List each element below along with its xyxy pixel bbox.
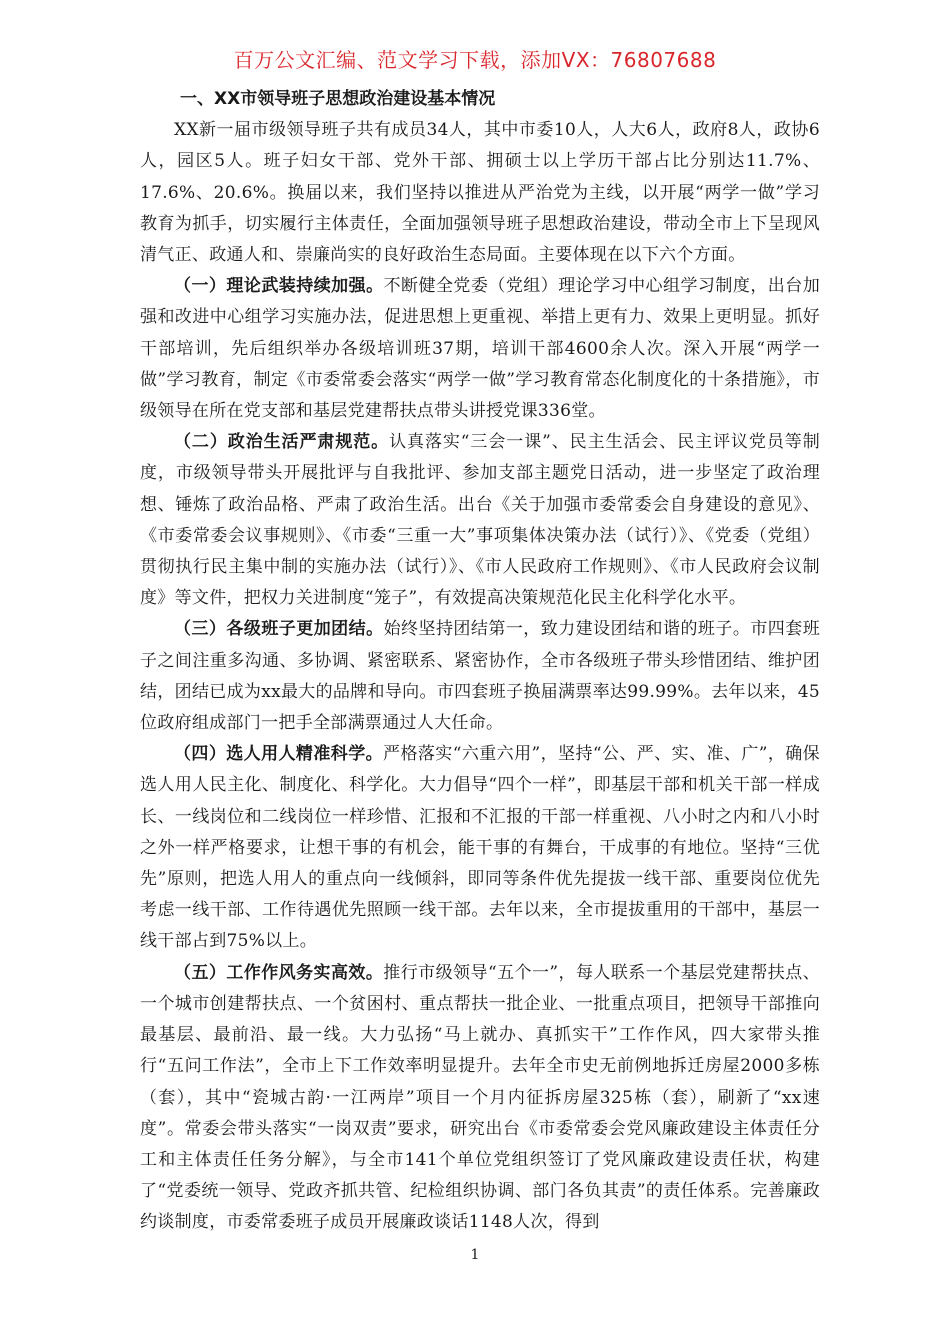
subsection-title-1: （一）理论武装持续加强。 [174,276,384,297]
section-paragraph-4 [140,739,820,957]
promo-banner: 百万公文汇编、范文学习下载，添加VX：76807688 [233,48,717,72]
section-heading: 一、XX市领导班子思想政治建设基本情况 [180,89,496,109]
section-paragraph-3 [140,614,820,739]
subsection-text-1: 不断健全党委（党组）理论学习中心组学习制度，出台加强和改进中心组学习实施办法，促进思想上更重视、举措上更有力、效果上更明显。抓好干部培训，先后组织举办各级培训班37期，培训干部4600余人次。深入开展“两学一做”学习教育，制定《市委常委会落实“两学一做”学习教育常态化制度化的十条措施》，市级领导在所在党支部和基层党建帮扶点带头讲授党课336堂。 [140,276,821,422]
subsection-title-3: （三）各级班子更加团结。 [174,619,384,640]
subsection-text-5: 推行市级领导“五个一”，每人联系一个基层党建帮扶点、一个城市创建帮扶点、一个贫困村、重点帮扶一批企业、一批重点项目，把领导干部推向最基层、最前沿、最一线。大力弘扬“马上就办、真抓实干”工作作风，四大家带头推行“五问工作法”，全市上下工作效率明显提升。去年全市史无前例地拆迁房屋2000多栋（套），其中“瓷城古韵·一江两岸”项目一个月内征拆房屋325栋（套），刷新了“xx速度”。常委会带头落实“一岗双责”要求，研究出台《市委常委会党风廉政建设主体责任分工和主体责任任务分解》，与全市141个单位党组织签订了党风廉政建设责任状，构建了“党委统一领导、党政齐抓共管、纪检组织协调、部门各负其责”的责任体系。完善廉政约谈制度，市委常委班子成员开展廉政谈话1148人次，得到 [140,962,820,1233]
section-paragraph-2 [140,427,820,614]
subsection-title-4: （四）选人用人精准科学。 [174,744,384,765]
subsection-text-3: 始终坚持团结第一，致力建设团结和谐的班子。市四套班子之间注重多沟通、多协调、紧密联系、紧密协作，全市各级班子带头珍惜团结、维护团结，团结已成为xx最大的品牌和导向。市四套班子换届满票率达99.99%。去年以来，45位政府组成部门一把手全部满票通过人大任命。 [140,619,821,734]
page-number: 1 [470,1247,480,1263]
intro-paragraph: XX新一届市级领导班子共有成员34人，其中市委10人，人大6人，政府8人，政协6人，园区5人。班子妇女干部、党外干部、拥硕士以上学历干部占比分别达11.7%、17.6%、20.6%。换届以来，我们坚持以推进从严治党为主线，以开展“两学一做”学习教育为抓手，切实履行主体责任，全面加强领导班子思想政治建设，带动全市上下呈现风清气正、政通人和、崇廉尚实的良好政治生态局面。主要体现在以下六个方面。 [140,120,820,266]
subsection-text-4: 严格落实“六重六用”，坚持“公、严、实、准、广”，确保选人用人民主化、制度化、科学化。大力倡导“四个一样”，即基层干部和机关干部一样成长、一线岗位和二线岗位一样珍惜、汇报和不汇报的干部一样重视、八小时之内和八小时之外一样严格要求，让想干事的有机会，能干事的有舞台，干成事的有地位。坚持“三优先”原则，把选人用人的重点向一线倾斜，即同等条件优先提拔一线干部、重要岗位优先考虑一线干部、工作待遇优先照顾一线干部。去年以来，全市提拔重用的干部中，基层一线干部占到75%以上。 [140,744,820,952]
subsection-title-5: （五）工作作风务实高效。 [174,962,384,983]
subsection-text-2: 认真落实“三会一课”、民主生活会、民主评议党员等制度，市级领导带头开展批评与自我批评、参加支部主题党日活动，进一步坚定了政治理想、锤炼了政治品格、严肃了政治生活。出台《关于加强市委常委会自身建设的意见》、《市委常委会议事规则》、《市委“三重一大”事项集体决策办法（试行）》、《党委（党组）贯彻执行民主集中制的实施办法（试行）》、《市人民政府工作规则》、《市人民政府会议制度》等文件，把权力关进制度“笼子”，有效提高决策规范化民主化科学化水平。 [140,432,820,609]
section-paragraph-5 [140,958,820,1239]
section-paragraph-1 [140,271,820,427]
document-body [140,84,820,1239]
subsection-title-2: （二）政治生活严肃规范。 [174,432,390,453]
